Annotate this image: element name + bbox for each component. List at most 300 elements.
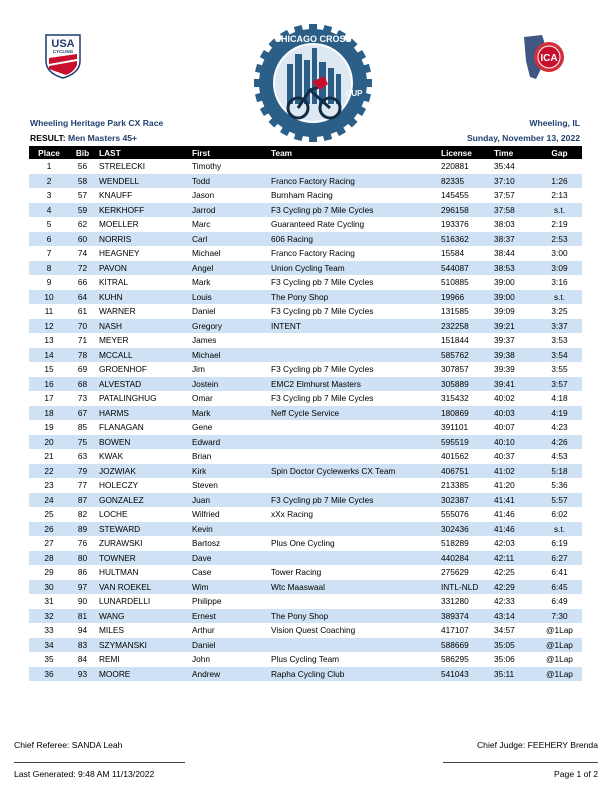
cell-time: 41:41 <box>491 493 537 508</box>
cell-bib: 70 <box>69 319 96 334</box>
cell-bib: 71 <box>77 335 88 346</box>
cell-time: 38:44 <box>494 248 515 259</box>
cell-place: 15 <box>44 364 54 375</box>
cell-time: 41:46 <box>491 522 537 537</box>
cell-first: Wilfried <box>192 509 220 520</box>
col-header-license: License <box>438 146 491 159</box>
cell-last: STEWARD <box>96 522 189 537</box>
cell-license: 595519 <box>438 435 491 450</box>
cell-last: HARMS <box>96 406 189 421</box>
cell-last: ALVESTAD <box>96 377 189 392</box>
svg-text:ICA: ICA <box>540 53 558 64</box>
cell-license: 331280 <box>441 596 469 607</box>
col-header-last: LAST <box>96 146 189 159</box>
cell-first: Wim <box>189 580 268 595</box>
cell-time: 42:29 <box>491 580 537 595</box>
cell-gap: 3:37 <box>537 319 582 334</box>
cell-last: MOELLER <box>99 219 139 230</box>
result-row <box>29 580 582 595</box>
cell-bib: 84 <box>77 654 88 665</box>
cell-gap: 5:18 <box>537 464 582 479</box>
cell-license: 296158 <box>438 203 491 218</box>
cell-gap: s.t. <box>537 290 582 305</box>
ica-logo <box>518 31 570 83</box>
cell-bib: 87 <box>69 493 96 508</box>
cell-bib: 89 <box>69 522 96 537</box>
cell-license: 555076 <box>441 509 469 520</box>
cell-last: REMI <box>99 654 120 665</box>
cell-first: Kirk <box>189 464 268 479</box>
cell-gap: 3:55 <box>551 364 568 375</box>
cell-license: 401562 <box>441 451 469 462</box>
cell-place: 13 <box>44 335 54 346</box>
cell-bib: 66 <box>77 277 88 288</box>
cell-bib: 76 <box>77 538 88 549</box>
cell-gap: 4:26 <box>537 435 582 450</box>
event-name: Wheeling Heritage Park CX Race <box>30 118 164 128</box>
cell-last: KNAUFF <box>99 190 133 201</box>
result-row <box>29 362 582 377</box>
cell-first: Dave <box>189 551 268 566</box>
cell-place: 12 <box>29 319 69 334</box>
cell-time: 39:41 <box>491 377 537 392</box>
cell-team: Franco Factory Racing <box>271 248 355 259</box>
cell-first: Bartosz <box>192 538 221 549</box>
cell-bib: 79 <box>69 464 96 479</box>
cell-last: KWAK <box>99 451 124 462</box>
cell-team: Wtc Maaswaal <box>268 580 438 595</box>
cell-last: KITRAL <box>99 277 129 288</box>
cell-place: 17 <box>44 393 54 404</box>
cell-last: HEAGNEY <box>99 248 140 259</box>
cell-first: James <box>192 335 217 346</box>
cell-bib: 67 <box>69 406 96 421</box>
cell-place: 31 <box>44 596 54 607</box>
cell-bib: 61 <box>77 306 88 317</box>
cell-last: HULTMAN <box>99 567 139 578</box>
result-row <box>29 217 582 232</box>
result-row <box>29 348 582 363</box>
cell-bib: 85 <box>77 422 88 433</box>
race-category: Men Masters 45+ <box>68 133 138 143</box>
result-row <box>29 203 582 218</box>
cell-last: ZURAWSKI <box>99 538 143 549</box>
result-row <box>29 565 582 580</box>
result-row <box>29 536 582 551</box>
cell-time: 38:03 <box>494 219 515 230</box>
cell-bib: 86 <box>77 567 88 578</box>
cell-time: 37:58 <box>491 203 537 218</box>
cell-place: 5 <box>46 219 52 230</box>
cell-team: 606 Racing <box>268 232 438 247</box>
cell-bib: 59 <box>69 203 96 218</box>
result-row <box>29 638 582 653</box>
cell-team: F3 Cycling pb 7 Mile Cycles <box>268 493 438 508</box>
cell-team <box>268 435 438 450</box>
cell-gap: 6:19 <box>551 538 568 549</box>
result-row <box>29 652 582 667</box>
cell-time: 42:33 <box>494 596 515 607</box>
cell-gap: 6:49 <box>551 596 568 607</box>
cell-place: 20 <box>29 435 69 450</box>
cell-team: Burnham Racing <box>271 190 333 201</box>
cell-place: 1 <box>46 161 52 172</box>
cell-bib: 58 <box>69 174 96 189</box>
cell-time: 40:37 <box>494 451 515 462</box>
cell-time: 38:53 <box>491 261 537 276</box>
cell-gap: 3:53 <box>551 335 568 346</box>
cell-place: 24 <box>29 493 69 508</box>
cell-gap: 5:57 <box>537 493 582 508</box>
col-header-gap: Gap <box>537 146 582 159</box>
cell-gap: 3:09 <box>537 261 582 276</box>
cell-last: FLANAGAN <box>99 422 144 433</box>
chief-referee: Chief Referee: SANDA Leah <box>14 740 123 750</box>
cell-gap: @1Lap <box>537 667 582 682</box>
cell-bib: 93 <box>69 667 96 682</box>
cell-bib: 82 <box>77 509 88 520</box>
cell-first: John <box>192 654 210 665</box>
cell-license: 213385 <box>441 480 469 491</box>
cell-time: 37:57 <box>494 190 515 201</box>
cell-last: MOORE <box>96 667 189 682</box>
cell-place: 27 <box>44 538 54 549</box>
cell-place: 14 <box>29 348 69 363</box>
cell-last: HOLECZY <box>99 480 139 491</box>
col-header-place: Place <box>29 146 69 159</box>
page-number: Page 1 of 2 <box>554 769 598 779</box>
result-row <box>29 435 582 450</box>
cell-gap: 4:18 <box>551 393 568 404</box>
cell-time: 37:10 <box>491 174 537 189</box>
cell-last: NASH <box>96 319 189 334</box>
cell-license: 586295 <box>441 654 469 665</box>
cell-gap: 3:54 <box>537 348 582 363</box>
cell-bib: 64 <box>69 290 96 305</box>
cell-last: WARNER <box>99 306 136 317</box>
cell-team <box>268 420 438 435</box>
cell-bib: 74 <box>77 248 88 259</box>
result-row <box>29 551 582 566</box>
cell-place: 2 <box>29 174 69 189</box>
cell-team: Plus Cycling Team <box>271 654 340 665</box>
cell-license: 151844 <box>441 335 469 346</box>
cell-team: INTENT <box>268 319 438 334</box>
cell-bib: 62 <box>77 219 88 230</box>
col-header-team: Team <box>268 146 438 159</box>
cell-first: Daniel <box>192 306 216 317</box>
result-row <box>29 493 582 508</box>
col-header-bib: Bib <box>69 146 96 159</box>
cell-time: 42:25 <box>494 567 515 578</box>
cell-license: 417107 <box>441 625 469 636</box>
result-label: RESULT: <box>30 133 66 143</box>
cell-bib: 81 <box>69 609 96 624</box>
cell-first: Jostein <box>189 377 268 392</box>
cell-time: 40:03 <box>491 406 537 421</box>
cell-last: LOCHE <box>99 509 128 520</box>
cell-first: Philippe <box>192 596 222 607</box>
result-row <box>29 522 582 537</box>
cell-time: 41:02 <box>491 464 537 479</box>
cell-team <box>268 333 438 348</box>
usa-cycling-logo <box>44 33 82 79</box>
cell-bib: 69 <box>77 364 88 375</box>
cell-place: 28 <box>29 551 69 566</box>
cell-team: Guaranteed Rate Cycling <box>271 219 365 230</box>
cell-place: 11 <box>44 306 54 317</box>
result-row <box>29 478 582 493</box>
cell-first: Louis <box>189 290 268 305</box>
result-row <box>29 406 582 421</box>
cell-time: 42:11 <box>491 551 537 566</box>
cell-last: STRELECKI <box>99 161 146 172</box>
cell-bib: 83 <box>69 638 96 653</box>
cell-place: 21 <box>44 451 54 462</box>
cell-team <box>268 449 438 464</box>
cell-place: 9 <box>46 277 52 288</box>
cell-first: Steven <box>192 480 218 491</box>
event-location: Wheeling, IL <box>529 118 580 128</box>
cell-last: VAN ROEKEL <box>96 580 189 595</box>
result-category-line <box>30 133 137 143</box>
cell-first: Case <box>192 567 212 578</box>
cell-place: 8 <box>29 261 69 276</box>
cell-gap: 2:53 <box>537 232 582 247</box>
cell-license: 307857 <box>441 364 469 375</box>
cell-last: WENDELL <box>96 174 189 189</box>
result-row <box>29 246 582 261</box>
cell-gap: 6:27 <box>537 551 582 566</box>
result-row <box>29 449 582 464</box>
cell-last: WANG <box>96 609 189 624</box>
cell-bib: 75 <box>69 435 96 450</box>
result-row <box>29 377 582 392</box>
cell-place: 16 <box>29 377 69 392</box>
result-row <box>29 174 582 189</box>
cell-place: 22 <box>29 464 69 479</box>
cell-bib: 57 <box>77 190 88 201</box>
cell-gap: @1Lap <box>537 638 582 653</box>
cell-team: F3 Cycling pb 7 Mile Cycles <box>271 277 374 288</box>
cell-team: F3 Cycling pb 7 Mile Cycles <box>271 306 374 317</box>
cell-first: Mark <box>192 277 211 288</box>
cell-gap: 3:25 <box>551 306 568 317</box>
cell-license: 305889 <box>438 377 491 392</box>
cell-place: 36 <box>29 667 69 682</box>
cell-first: Jason <box>192 190 215 201</box>
cell-time: 39:00 <box>494 277 515 288</box>
cell-team: Union Cycling Team <box>268 261 438 276</box>
result-row <box>29 275 582 290</box>
cell-place: 29 <box>44 567 54 578</box>
logo-cx-text-side: CUP <box>345 89 363 98</box>
cell-place: 32 <box>29 609 69 624</box>
cell-license: 15584 <box>441 248 465 259</box>
cell-last: SZYMANSKI <box>96 638 189 653</box>
cell-license: 406751 <box>438 464 491 479</box>
cell-last: LUNARDELLI <box>99 596 151 607</box>
cell-license: 180869 <box>438 406 491 421</box>
cell-license: 440284 <box>438 551 491 566</box>
cell-time: 40:02 <box>494 393 515 404</box>
cell-first: Brian <box>192 451 212 462</box>
cell-team: Franco Factory Racing <box>268 174 438 189</box>
result-row <box>29 507 582 522</box>
cell-gap: 6:41 <box>551 567 568 578</box>
cell-gap: 6:45 <box>537 580 582 595</box>
cell-first: Ernest <box>189 609 268 624</box>
cell-bib: 60 <box>69 232 96 247</box>
cell-last: KUHN <box>96 290 189 305</box>
cell-license: 220881 <box>441 161 469 172</box>
cell-license: 588669 <box>438 638 491 653</box>
result-row <box>29 420 582 435</box>
cell-place: 6 <box>29 232 69 247</box>
event-date: Sunday, November 13, 2022 <box>466 133 580 143</box>
cell-last: MEYER <box>99 335 129 346</box>
cell-last: GONZALEZ <box>96 493 189 508</box>
cell-time: 39:21 <box>491 319 537 334</box>
cell-license: 302387 <box>438 493 491 508</box>
result-row <box>29 623 582 638</box>
cell-gap: 1:26 <box>537 174 582 189</box>
cell-bib: 56 <box>77 161 88 172</box>
cell-license: 19966 <box>438 290 491 305</box>
cell-bib: 78 <box>69 348 96 363</box>
cell-team: Neff Cycle Service <box>268 406 438 421</box>
cell-gap: 7:30 <box>537 609 582 624</box>
cell-first: Carl <box>189 232 268 247</box>
cell-team: Vision Quest Coaching <box>271 625 356 636</box>
cell-first: Gene <box>192 422 213 433</box>
cell-team: F3 Cycling pb 7 Mile Cycles <box>268 203 438 218</box>
col-header-time: Time <box>491 146 537 159</box>
result-row <box>29 609 582 624</box>
cell-first: Timothy <box>192 161 222 172</box>
cell-team: F3 Cycling pb 7 Mile Cycles <box>271 364 374 375</box>
cell-gap: 2:19 <box>551 219 568 230</box>
result-row <box>29 188 582 203</box>
cell-place: 34 <box>29 638 69 653</box>
cell-bib: 72 <box>69 261 96 276</box>
cell-place: 10 <box>29 290 69 305</box>
cell-license: 315432 <box>441 393 469 404</box>
result-row <box>29 464 582 479</box>
cell-last: JOZWIAK <box>96 464 189 479</box>
cell-license: 541043 <box>438 667 491 682</box>
cell-gap: 5:36 <box>551 480 568 491</box>
cell-gap: s.t. <box>537 522 582 537</box>
cell-license: 391101 <box>441 422 469 433</box>
svg-text:USA: USA <box>51 38 75 50</box>
cell-gap <box>537 159 582 174</box>
cell-license: 232258 <box>438 319 491 334</box>
cell-last: KERKHOFF <box>96 203 189 218</box>
cell-time: 39:00 <box>491 290 537 305</box>
cell-place: 7 <box>46 248 52 259</box>
cell-place: 35 <box>44 654 54 665</box>
cell-time: 35:44 <box>494 161 515 172</box>
result-row <box>29 319 582 334</box>
cell-team <box>268 478 438 493</box>
cell-team: The Pony Shop <box>268 290 438 305</box>
cell-time: 39:09 <box>494 306 515 317</box>
cell-team <box>268 551 438 566</box>
cell-license: 193376 <box>441 219 469 230</box>
results-table <box>29 146 582 681</box>
cell-team: Spin Doctor Cyclewerks CX Team <box>268 464 438 479</box>
cell-bib: 77 <box>77 480 88 491</box>
cell-time: 41:20 <box>494 480 515 491</box>
cell-first: Daniel <box>189 638 268 653</box>
cell-bib: 94 <box>77 625 88 636</box>
result-row <box>29 261 582 276</box>
cell-license: 389374 <box>438 609 491 624</box>
svg-text:CYCLING: CYCLING <box>52 49 74 54</box>
cell-place: 19 <box>44 422 54 433</box>
result-row <box>29 304 582 319</box>
last-generated: Last Generated: 9:48 AM 11/13/2022 <box>14 769 155 779</box>
judge-signature-line <box>443 762 598 763</box>
cell-last: GROENHOF <box>99 364 147 375</box>
cell-first: Michael <box>192 248 221 259</box>
cell-first: Arthur <box>192 625 215 636</box>
cell-first: Juan <box>189 493 268 508</box>
cell-first: Kevin <box>189 522 268 537</box>
cell-gap: @1Lap <box>546 625 573 636</box>
cell-license: 145455 <box>441 190 469 201</box>
cell-gap: 3:16 <box>551 277 568 288</box>
cell-first: Gregory <box>189 319 268 334</box>
cell-gap: 6:02 <box>551 509 568 520</box>
result-row <box>29 667 582 682</box>
cell-place: 4 <box>29 203 69 218</box>
cell-last: PAVON <box>96 261 189 276</box>
result-row <box>29 159 582 174</box>
cell-time: 41:46 <box>494 509 515 520</box>
cell-license: 131585 <box>441 306 469 317</box>
cell-first: Jarrod <box>189 203 268 218</box>
cell-bib: 90 <box>77 596 88 607</box>
cell-first: Jim <box>192 364 205 375</box>
cell-team <box>268 638 438 653</box>
cell-last: TOWNER <box>96 551 189 566</box>
cell-time: 39:39 <box>494 364 515 375</box>
results-header-row <box>29 146 582 159</box>
cell-place: 30 <box>29 580 69 595</box>
cell-bib: 80 <box>69 551 96 566</box>
chief-judge: Chief Judge: FEEHERY Brenda <box>476 740 598 750</box>
cell-gap: 3:57 <box>537 377 582 392</box>
cell-bib: 97 <box>69 580 96 595</box>
cell-time: 40:07 <box>494 422 515 433</box>
cell-first: Andrew <box>189 667 268 682</box>
cell-time: 40:10 <box>491 435 537 450</box>
result-row <box>29 232 582 247</box>
cell-first: Mark <box>189 406 268 421</box>
cell-time: 35:06 <box>494 654 515 665</box>
cell-team <box>268 594 438 609</box>
cell-time: 38:37 <box>491 232 537 247</box>
cell-bib: 68 <box>69 377 96 392</box>
cell-team: Rapha Cycling Club <box>268 667 438 682</box>
logo-cx-text-top: CHICAGO CROSS <box>274 34 352 44</box>
cell-time: 42:03 <box>494 538 515 549</box>
cell-first: Michael <box>189 348 268 363</box>
cell-time: 43:14 <box>491 609 537 624</box>
cell-gap: 2:13 <box>551 190 568 201</box>
